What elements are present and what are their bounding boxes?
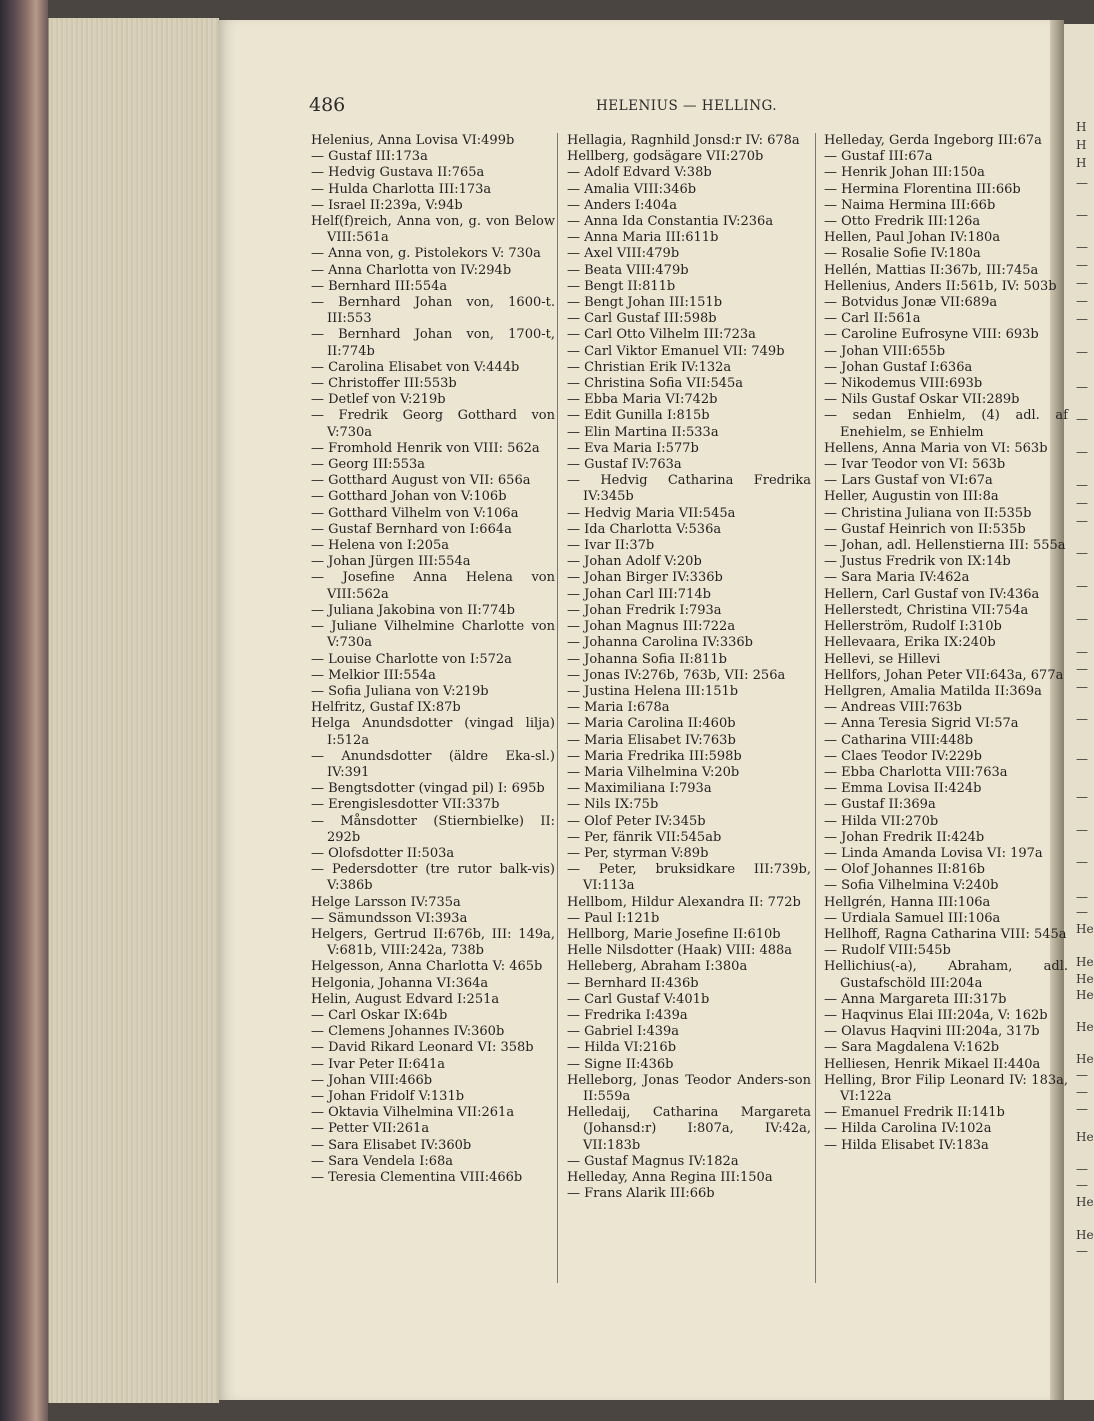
index-entry: — Johan, adl. Hellenstierna III: 555a	[824, 538, 1066, 554]
page-header	[309, 94, 1049, 118]
index-entry: — Naima Hermina III:66b	[824, 197, 996, 213]
next-page-fragment: —	[1076, 380, 1088, 394]
index-entry: Hellerström, Rudolf I:310b	[824, 619, 1002, 635]
index-entry: — Sämundsson VI:393a	[311, 910, 468, 926]
next-page-fragment: —	[1076, 496, 1088, 510]
index-entry: — Christina Juliana von II:535b	[824, 505, 1032, 521]
index-entry: — Johan Birger IV:336b	[567, 570, 723, 586]
index-entry: — Elin Martina II:533a	[567, 424, 719, 440]
index-entry: — Ida Charlotta V:536a	[567, 521, 722, 537]
index-entry: — Johan Fredrik I:793a	[567, 602, 722, 618]
index-entry: — Justina Helena III:151b	[567, 683, 739, 699]
index-entry: — Edit Gunilla I:815b	[567, 408, 710, 424]
index-entry: — Helena von I:205a	[311, 538, 450, 554]
index-entry: — Anna Maria III:611b	[567, 230, 719, 246]
index-entry: — Fredrika I:439a	[567, 1007, 688, 1023]
index-entry: — Nikodemus VIII:693b	[824, 376, 983, 392]
index-entry: Hellern, Carl Gustaf von IV:436a	[824, 586, 1040, 602]
next-page-fragment: —	[1076, 345, 1088, 359]
index-entry: Helga Anundsdotter (vingad lilja) I:512a	[311, 716, 555, 748]
next-page-fragment: He	[1076, 922, 1094, 936]
index-entry: — Ivar II:37b	[567, 538, 655, 554]
index-entry: Hellens, Anna Maria von VI: 563b	[824, 440, 1048, 456]
index-entry: — Johanna Sofia II:811b	[567, 651, 727, 667]
index-entry: Helgonia, Johanna VI:364a	[311, 975, 489, 991]
index-entry: Helliesen, Henrik Mikael II:440a	[824, 1056, 1041, 1072]
index-entry: — Johan Gustaf I:636a	[824, 359, 973, 375]
index-entry: — Hedvig Catharina Fredrika IV:345b	[567, 473, 811, 505]
index-entry: — Gustaf Heinrich von II:535b	[824, 521, 1026, 537]
index-entry: Hellbom, Hildur Alexandra II: 772b	[567, 894, 801, 910]
index-entry: Helleberg, Abraham I:380a	[567, 959, 748, 975]
index-entry: — Hilda VII:270b	[824, 813, 939, 829]
index-entry: — Israel II:239a, V:94b	[311, 197, 463, 213]
index-entry: — Anders I:404a	[567, 197, 678, 213]
next-page-fragment: —	[1076, 176, 1088, 190]
index-entry: — Adolf Edvard V:38b	[567, 165, 712, 181]
index-entry: Helge Larsson IV:735a	[311, 894, 461, 910]
next-page-fragment: H	[1076, 120, 1087, 134]
next-page-fragment: H	[1076, 138, 1087, 152]
index-entry: — Johanna Carolina IV:336b	[567, 635, 753, 651]
index-entry: Helle Nilsdotter (Haak) VIII: 488a	[567, 943, 793, 959]
index-entry: — Per, styrman V:89b	[567, 845, 709, 861]
index-entry: — Beata VIII:479b	[567, 262, 689, 278]
index-entry: — Teresia Clementina VIII:466b	[311, 1170, 523, 1185]
index-entry: — Johan Fredrik II:424b	[824, 829, 985, 845]
index-entry: — Månsdotter (Stiernbielke) II: 292b	[311, 813, 555, 845]
index-entry: — Petter VII:261a	[311, 1121, 430, 1137]
index-entry: — Caroline Eufrosyne VIII: 693b	[824, 327, 1039, 343]
index-entry: — Linda Amanda Lovisa VI: 197a	[824, 845, 1043, 861]
index-entry: — Ivar Teodor von VI: 563b	[824, 457, 1006, 473]
next-page-fragment: —	[1076, 680, 1088, 694]
next-page-fragment: He	[1076, 1130, 1094, 1144]
index-entry: — Georg III:553a	[311, 457, 426, 473]
index-entry: — Ebba Maria VI:742b	[567, 392, 718, 408]
index-entry: — Nils IX:75b	[567, 797, 659, 813]
index-entry: Hellen, Paul Johan IV:180a	[824, 230, 1001, 246]
index-entry: — Louise Charlotte von I:572a	[311, 651, 512, 667]
index-entry: — Melkior III:554a	[311, 667, 436, 683]
index-entry: — Pedersdotter (tre rutor balk-vis) V:386b	[311, 862, 555, 894]
next-page-fragment: He	[1076, 955, 1094, 969]
next-page-fragment: —	[1076, 546, 1088, 560]
index-entry: Hellenius, Anders II:561b, IV: 503b	[824, 278, 1057, 294]
index-entry: — Rosalie Sofie IV:180a	[824, 246, 981, 262]
index-entry: — Per, fänrik VII:545ab	[567, 829, 722, 845]
next-page-fragment: —	[1076, 1102, 1088, 1116]
index-entry: — Juliane Vilhelmine Charlotte von V:730a	[311, 619, 555, 651]
index-entry: Heller, Augustin von III:8a	[824, 489, 999, 505]
index-entry: — Carl Otto Vilhelm III:723a	[567, 327, 756, 343]
index-entry: — Gustaf III:173a	[311, 149, 428, 165]
index-entry: — Anna Teresia Sigrid VI:57a	[824, 716, 1019, 732]
index-entry: — Gustaf II:369a	[824, 797, 936, 813]
index-entry: — Amalia VIII:346b	[567, 181, 697, 197]
index-entry: — Henrik Johan III:150a	[824, 165, 985, 181]
index-entry: Hellevi, se Hillevi	[824, 651, 941, 667]
next-page-fragment: —	[1076, 645, 1088, 659]
index-column-1	[311, 133, 555, 1186]
index-entry: — Maria Fredrika III:598b	[567, 748, 742, 764]
index-entry: Helgesson, Anna Charlotta V: 465b	[311, 959, 543, 975]
next-page-fragment: —	[1076, 445, 1088, 459]
page-edges	[48, 18, 219, 1403]
next-page-fragment: —	[1076, 1085, 1088, 1099]
index-entry: — Gotthard Vilhelm von V:106a	[311, 505, 519, 521]
index-entry: — Fromhold Henrik von VIII: 562a	[311, 440, 540, 456]
index-entry: — Catharina VIII:448b	[824, 732, 974, 748]
next-page-fragment: He	[1076, 1052, 1094, 1066]
index-entry: — Christina Sofia VII:545a	[567, 376, 744, 392]
index-entry: — Oktavia Vilhelmina VII:261a	[311, 1105, 515, 1121]
next-page-fragment: He	[1076, 972, 1094, 986]
next-page-fragment: —	[1076, 790, 1088, 804]
index-entry: Helleday, Gerda Ingeborg III:67a	[824, 133, 1042, 148]
next-page-fragment: —	[1076, 514, 1088, 528]
index-entry: — Fredrik Georg Gotthard von V:730a	[311, 408, 555, 440]
index-entry: — Hilda Carolina IV:102a	[824, 1121, 992, 1137]
index-entry: — Maria Vilhelmina V:20b	[567, 764, 740, 780]
next-page-fragment: He	[1076, 1228, 1094, 1242]
next-page-fragment: —	[1076, 294, 1088, 308]
index-entry: Hellfors, Johan Peter VII:643a, 677a	[824, 667, 1064, 683]
next-page-fragment: —	[1076, 612, 1088, 626]
next-page-fragment: —	[1076, 478, 1088, 492]
next-page-fragment: —	[1076, 412, 1088, 426]
index-entry: — Bernhard Johan von, 1600-t. III:553	[311, 295, 555, 327]
index-entry: — Peter, bruksidkare III:739b, VI:113a	[567, 862, 811, 894]
index-entry: — Bengtsdotter (vingad pil) I: 695b	[311, 781, 545, 797]
index-entry: — Sofia Juliana von V:219b	[311, 683, 489, 699]
next-page-fragment: —	[1076, 1068, 1088, 1082]
page-number: 486	[309, 94, 346, 116]
index-entry: Helleday, Anna Regina III:150a	[567, 1170, 773, 1185]
index-entry: Hellén, Mattias II:367b, III:745a	[824, 262, 1039, 278]
next-page-edge	[1064, 24, 1094, 1400]
index-entry: — Olof Peter IV:345b	[567, 813, 706, 829]
index-entry: Helfritz, Gustaf IX:87b	[311, 700, 461, 716]
next-page-fragment: —	[1076, 1162, 1088, 1176]
next-page-fragment: —	[1076, 712, 1088, 726]
next-page-fragment: —	[1076, 579, 1088, 593]
index-entry: — Detlef von V:219b	[311, 392, 446, 408]
next-page-fragment: —	[1076, 905, 1088, 919]
index-entry: — Anna Charlotta von IV:294b	[311, 262, 512, 278]
index-entry: — Hedvig Gustava II:765a	[311, 165, 485, 181]
index-entry: — Bernhard III:554a	[311, 278, 448, 294]
index-entry: — Christian Erik IV:132a	[567, 359, 732, 375]
index-entry: — Paul I:121b	[567, 910, 660, 926]
index-entry: — Anna Ida Constantia IV:236a	[567, 214, 774, 230]
next-page-fragment: —	[1076, 258, 1088, 272]
index-entry: Helledaij, Catharina Margareta (Johansd:r) I:807a, IV:42a, VII:183b	[567, 1105, 811, 1153]
index-entry: — Bernhard II:436b	[567, 975, 699, 991]
running-head: HELENIUS — HELLING.	[596, 98, 778, 114]
index-entry: — Christoffer III:553b	[311, 376, 457, 392]
index-entry: — sedan Enhielm, (4) adl. af Enehielm, se Enhielm	[824, 408, 1068, 440]
next-page-fragment: He	[1076, 1020, 1094, 1034]
index-entry: Hellerstedt, Christina VII:754a	[824, 602, 1029, 618]
index-entry: — David Rikard Leonard VI: 358b	[311, 1040, 534, 1056]
index-entry: — Johan Carl III:714b	[567, 586, 711, 602]
index-entry: — Rudolf VIII:545b	[824, 943, 951, 959]
index-entry: — Claes Teodor IV:229b	[824, 748, 982, 764]
index-entry: — Justus Fredrik von IX:14b	[824, 554, 1011, 570]
index-entry: — Juliana Jakobina von II:774b	[311, 602, 515, 618]
index-entry: — Carl Viktor Emanuel VII: 749b	[567, 343, 785, 359]
index-entry: — Maria Carolina II:460b	[567, 716, 736, 732]
index-entry: — Sara Vendela I:68a	[311, 1153, 454, 1169]
index-entry: — Anundsdotter (äldre Eka-sl.) IV:391	[311, 748, 555, 780]
index-entry: — Andreas VIII:763b	[824, 700, 962, 716]
next-page-fragment: He	[1076, 1195, 1094, 1209]
index-entry: — Gabriel I:439a	[567, 1024, 680, 1040]
index-entry: — Signe II:436b	[567, 1056, 674, 1072]
next-page-fragment: —	[1076, 662, 1088, 676]
next-page-fragment: —	[1076, 208, 1088, 222]
next-page-fragment: H	[1076, 156, 1087, 170]
index-column-2	[567, 133, 811, 1202]
index-entry: — Jonas IV:276b, 763b, VII: 256a	[567, 667, 786, 683]
index-entry: Hellagia, Ragnhild Jonsd:r IV: 678a	[567, 133, 800, 148]
index-entry: — Josefine Anna Helena von VIII:562a	[311, 570, 555, 602]
column-rule	[815, 133, 816, 1283]
index-entry: — Carl II:561a	[824, 311, 921, 327]
next-page-fragment: —	[1076, 855, 1088, 869]
index-entry: — Anna von, g. Pistolekors V: 730a	[311, 246, 541, 262]
next-page-fragment: —	[1076, 752, 1088, 766]
index-entry: Hellberg, godsägare VII:270b	[567, 149, 764, 165]
index-entry: — Haqvinus Elai III:204a, V: 162b	[824, 1007, 1048, 1023]
index-column-3	[824, 133, 1068, 1154]
index-entry: — Bernhard Johan von, 1700-t, II:774b	[311, 327, 555, 359]
index-entry: — Sofia Vilhelmina V:240b	[824, 878, 999, 894]
index-entry: — Anna Margareta III:317b	[824, 991, 1007, 1007]
index-entry: Hellhoff, Ragna Catharina VIII: 545a	[824, 926, 1067, 942]
index-entry: — Sara Magdalena V:162b	[824, 1040, 1000, 1056]
index-entry: — Carl Oskar IX:64b	[311, 1007, 448, 1023]
index-entry: — Lars Gustaf von VI:67a	[824, 473, 993, 489]
next-page-fragment: —	[1076, 1244, 1088, 1258]
index-entry: Hellgren, Amalia Matilda II:369a	[824, 683, 1042, 699]
index-entry: Helin, August Edvard I:251a	[311, 991, 500, 1007]
index-entry: — Carl Gustaf III:598b	[567, 311, 717, 327]
index-entry: — Gustaf Magnus IV:182a	[567, 1153, 739, 1169]
index-entry: — Gotthard August von VII: 656a	[311, 473, 531, 489]
next-page-fragment: —	[1076, 240, 1088, 254]
index-entry: — Gustaf III:67a	[824, 149, 933, 165]
index-entry: — Sara Maria IV:462a	[824, 570, 970, 586]
index-entry: — Maria I:678a	[567, 700, 670, 716]
next-page-fragment: —	[1076, 312, 1088, 326]
index-entry: — Gotthard Johan von V:106b	[311, 489, 507, 505]
index-entry: — Carl Gustaf V:401b	[567, 991, 710, 1007]
index-entry: — Bengt II:811b	[567, 278, 676, 294]
index-entry: — Ivar Peter II:641a	[311, 1056, 446, 1072]
index-entry: — Hilda VI:216b	[567, 1040, 677, 1056]
index-entry: — Johan Magnus III:722a	[567, 619, 736, 635]
index-entry: — Olavus Haqvini III:204a, 317b	[824, 1024, 1040, 1040]
index-entry: — Emma Lovisa II:424b	[824, 781, 982, 797]
index-entry: Helling, Bror Filip Leonard IV: 183a, VI:122a	[824, 1072, 1068, 1104]
index-entry: Helenius, Anna Lovisa VI:499b	[311, 133, 515, 148]
index-entry: — Axel VIII:479b	[567, 246, 680, 262]
index-entry: — Hulda Charlotta III:173a	[311, 181, 492, 197]
index-entry: — Gustaf IV:763a	[567, 457, 682, 473]
index-entry: — Olofsdotter II:503a	[311, 845, 455, 861]
index-entry: Helgers, Gertrud II:676b, III: 149a, V:681b, VIII:242a, 738b	[311, 926, 555, 959]
next-page-fragment: —	[1076, 890, 1088, 904]
index-entry: — Eva Maria I:577b	[567, 440, 699, 456]
index-entry: — Frans Alarik III:66b	[567, 1186, 715, 1202]
index-entry: — Erengislesdotter VII:337b	[311, 797, 500, 813]
index-entry: — Emanuel Fredrik II:141b	[824, 1105, 1005, 1121]
index-entry: — Gustaf Bernhard von I:664a	[311, 521, 512, 537]
column-rule	[557, 133, 558, 1283]
index-entry: — Carolina Elisabet von V:444b	[311, 359, 520, 375]
index-entry: — Botvidus Jonæ VII:689a	[824, 295, 998, 311]
index-entry: Hellichius(-a), Abraham, adl. Gustafschöld III:204a	[824, 959, 1068, 991]
index-entry: — Bengt Johan III:151b	[567, 295, 723, 311]
index-entry: Helf(f)reich, Anna von, g. von Below VIII:561a	[311, 214, 555, 246]
next-page-fragment: —	[1076, 1178, 1088, 1192]
index-entry: — Hermina Florentina III:66b	[824, 181, 1021, 197]
index-entry: — Sara Elisabet IV:360b	[311, 1137, 472, 1153]
index-entry: — Maria Elisabet IV:763b	[567, 732, 736, 748]
index-entry: Helleborg, Jonas Teodor Anders-son II:559a	[567, 1072, 811, 1104]
index-entry: — Johan VIII:655b	[824, 343, 946, 359]
index-entry: — Nils Gustaf Oskar VII:289b	[824, 392, 1020, 408]
index-entry: — Clemens Johannes IV:360b	[311, 1024, 505, 1040]
book-binding	[0, 0, 48, 1421]
index-entry: — Johan VIII:466b	[311, 1072, 433, 1088]
index-entry: — Ebba Charlotta VIII:763a	[824, 764, 1008, 780]
index-entry: — Olof Johannes II:816b	[824, 862, 985, 878]
index-entry: — Johan Fridolf V:131b	[311, 1088, 465, 1104]
index-entry: — Johan Adolf V:20b	[567, 554, 702, 570]
index-entry: — Otto Fredrik III:126a	[824, 214, 981, 230]
index-entry: Hellevaara, Erika IX:240b	[824, 635, 996, 651]
index-entry: — Johan Jürgen III:554a	[311, 554, 471, 570]
index-entry: — Maximiliana I:793a	[567, 781, 712, 797]
index-entry: Hellgrén, Hanna III:106a	[824, 894, 991, 910]
next-page-fragment: —	[1076, 823, 1088, 837]
index-entry: — Hilda Elisabet IV:183a	[824, 1137, 989, 1153]
index-entry: — Hedvig Maria VII:545a	[567, 505, 736, 521]
index-entry: Hellborg, Marie Josefine II:610b	[567, 926, 781, 942]
next-page-fragment: —	[1076, 276, 1088, 290]
next-page-fragment: He	[1076, 988, 1094, 1002]
index-entry: — Urdiala Samuel III:106a	[824, 910, 1001, 926]
